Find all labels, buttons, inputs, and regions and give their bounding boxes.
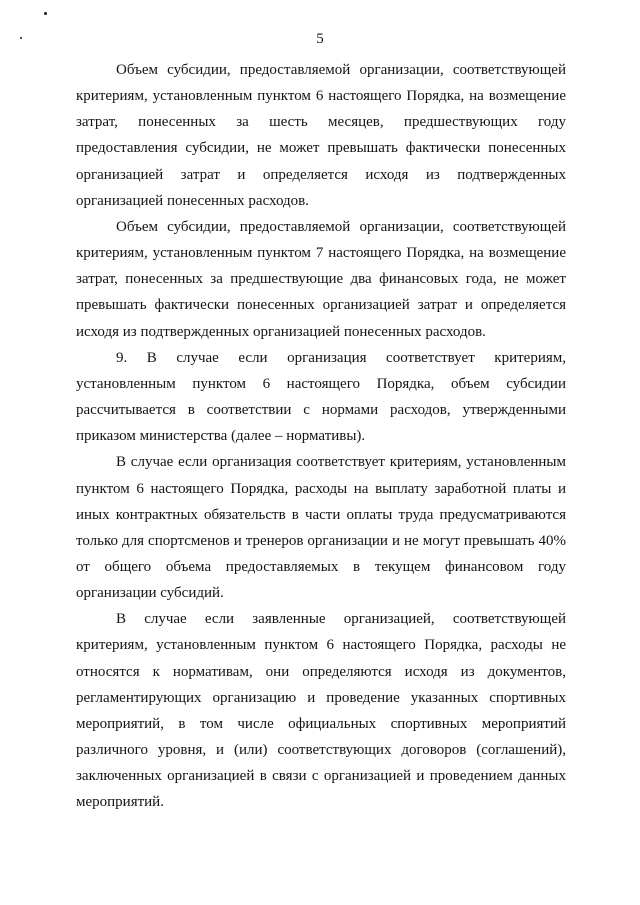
document-body bbox=[76, 57, 566, 816]
paragraph-subsidy-volume-criteria-7: Объем субсидии, предоставляемой организации, соответствующей критериям, установленным пунктом 7 настоящего Порядка, на возмещение затрат, понесенных за предшествующие два финансовых года, не может превышать фактически понесенных организацией затрат и определяется исходя из подтвержденных организацией понесенных расходов. bbox=[76, 218, 566, 340]
paragraph-subsidy-volume-criteria-6: Объем субсидии, предоставляемой организации, соответствующей критериям, установленным пунктом 6 настоящего Порядка, на возмещение затрат, понесенных за шесть месяцев, предшествующих году предоставления субсидии, не может превышать фактически понесенных организацией затрат и определяется исходя из подтвержденных организацией понесенных расходов. bbox=[76, 62, 566, 209]
paragraph-salary-expenses: В случае если организация соответствует критериям, установленным пунктом 6 настоящего Порядка, расходы на выплату заработной платы и иных контрактных обязательств в части оплаты труда предусматриваются только для спортсменов и тренеров организации и не могут превышать 40% от общего объема предоставляемых в текущем финансовом году организации субсидий. bbox=[76, 454, 566, 602]
paragraph-non-normative-expenses: В случае если заявленные организацией, соответствующей критериям, установленным пунктом 6 настоящего Порядка, расходы не относятся к нормативам, они определяются исходя из документов, регламентирующих организацию и проведение указанных спортивных мероприятий, в том числе официальных спортивных мероприятий различного уровня, и (или) соответствующих договоров (соглашений), заключенных организацией в связи с организацией и проведением данных мероприятий. bbox=[76, 611, 566, 811]
scan-speck bbox=[44, 12, 47, 15]
page-number: 5 bbox=[316, 31, 324, 47]
paragraph-item-9: 9. В случае если организация соответствует критериям, установленным пунктом 6 настоящего Порядка, объем субсидии рассчитывается в соответствии с нормами расходов, утвержденными приказом министерства (далее – нормативы). bbox=[76, 349, 566, 445]
